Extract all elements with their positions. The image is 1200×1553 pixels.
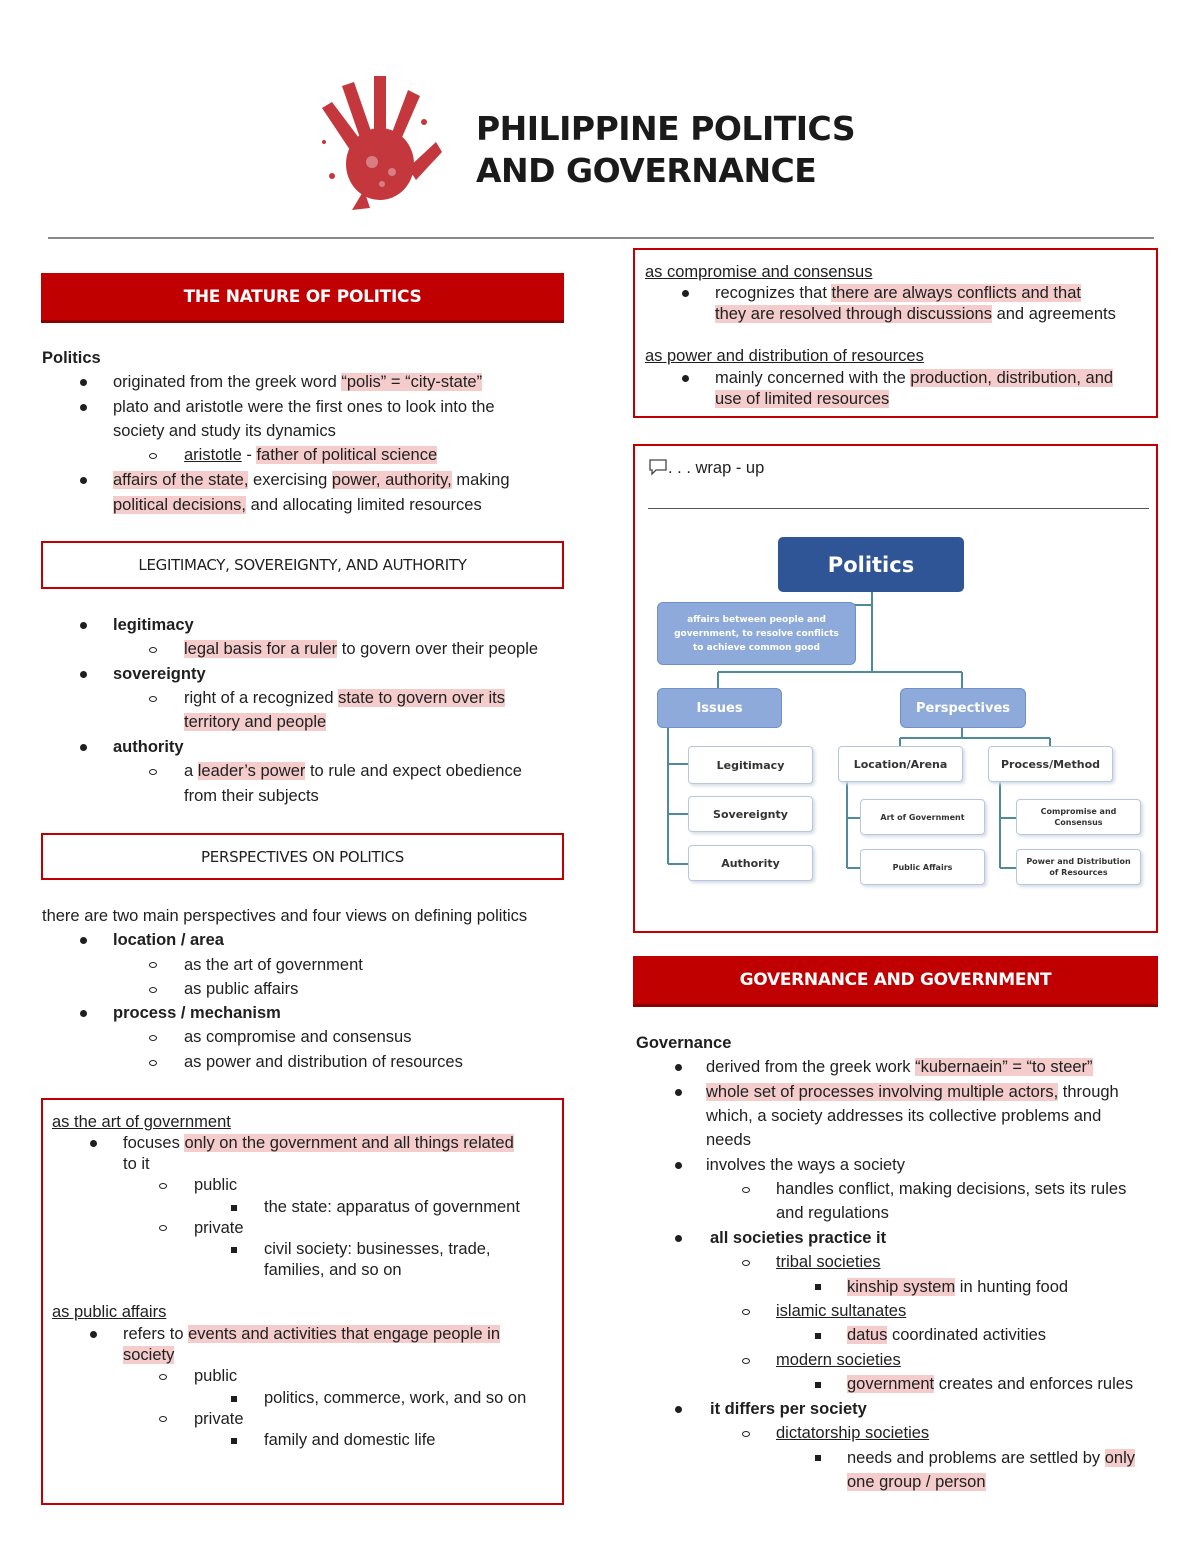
list-item-cont: use of limited resources [715, 390, 890, 408]
list-item-cont: they are resolved through discussions and agreements [715, 305, 1116, 323]
bullet-dot [80, 937, 87, 944]
list-item-cont: society and study its dynamics [113, 422, 336, 440]
bullet-ring [159, 1225, 167, 1231]
society-type: dictatorship societies [776, 1424, 930, 1442]
sub-sub-item: government creates and enforces rules [847, 1375, 1134, 1393]
bullet-dot [675, 1089, 682, 1096]
bullet-dot [675, 1064, 682, 1071]
header-divider [48, 237, 1154, 239]
section-heading: Politics [42, 349, 101, 367]
banner-perspectives: PERSPECTIVES ON POLITICS [41, 833, 564, 880]
bullet-ring [159, 1183, 167, 1189]
node-location-arena: Location/Arena [838, 746, 963, 782]
sub-item: legal basis for a ruler to govern over their people [184, 640, 539, 658]
bullet-dot [675, 1235, 682, 1242]
sub-item: as power and distribution of resources [184, 1053, 463, 1071]
bullet-square [815, 1333, 821, 1339]
node-authority: Authority [688, 845, 813, 881]
sub-sub-item-cont: families, and so on [264, 1261, 402, 1279]
list-item-cont: which, a society addresses its collective problems and [706, 1107, 1102, 1125]
bullet-ring [149, 1060, 157, 1066]
bullet-ring [149, 962, 157, 968]
bullet-dot [80, 404, 87, 411]
sub-item: handles conflict, making decisions, sets its rules [776, 1180, 1127, 1198]
bullet-dot [90, 1331, 97, 1338]
list-item: refers to events and activities that engage people in [123, 1325, 500, 1343]
list-item: recognizes that there are always conflicts and that [715, 284, 1081, 302]
list-item-cont: political decisions, and allocating limited resources [113, 496, 482, 514]
bullet-square [231, 1396, 237, 1402]
term-sovereignty: sovereignty [113, 665, 206, 683]
sub-sub-item: needs and problems are settled by only [847, 1449, 1136, 1467]
node-sovereignty: Sovereignty [688, 796, 813, 832]
sub-item: a leader’s power to rule and expect obedience [184, 762, 522, 780]
sub-item: right of a recognized state to govern over its [184, 689, 506, 707]
bullet-square [231, 1438, 237, 1444]
banner-legitimacy: LEGITIMACY, SOVEREIGNTY, AND AUTHORITY [41, 541, 564, 589]
bullet-ring [149, 987, 157, 993]
node-issues: Issues [657, 688, 782, 728]
perspective-location: location / area [113, 931, 224, 949]
node-power-distribution: Power and Distribution of Resources [1016, 849, 1141, 885]
red-hand-logo [312, 72, 442, 212]
bullet-ring [149, 769, 157, 775]
box-heading: as public affairs [52, 1303, 167, 1321]
sub-item-cont: from their subjects [184, 787, 319, 805]
bullet-ring [742, 1260, 750, 1266]
bullet-square [815, 1284, 821, 1290]
bullet-ring [149, 647, 157, 653]
list-item: mainly concerned with the production, distribution, and [715, 369, 1114, 387]
term-authority: authority [113, 738, 184, 756]
bullet-ring [159, 1416, 167, 1422]
sub-item: as the art of government [184, 956, 363, 974]
sub-sub-item: family and domestic life [264, 1431, 436, 1449]
node-politics: Politics [778, 537, 964, 592]
bullet-ring [149, 696, 157, 702]
bullet-dot [682, 375, 689, 382]
sub-item: as public affairs [184, 980, 299, 998]
page-title [476, 108, 855, 192]
list-item: focuses only on the government and all things related [123, 1134, 514, 1152]
section-heading: Governance [636, 1034, 732, 1052]
society-type: modern societies [776, 1351, 901, 1369]
sub-sub-item: the state: apparatus of government [264, 1198, 520, 1216]
bullet-square [231, 1205, 237, 1211]
sub-item: private [194, 1219, 244, 1237]
perspective-process: process / mechanism [113, 1004, 281, 1022]
sub-item: as compromise and consensus [184, 1028, 412, 1046]
bullet-dot [80, 671, 87, 678]
list-item: involves the ways a society [706, 1156, 906, 1174]
list-item: derived from the greek work “kubernaein” = “to steer” [706, 1058, 1093, 1076]
bullet-square [815, 1382, 821, 1388]
node-art-of-government: Art of Government [860, 799, 985, 835]
bullet-ring [149, 1035, 157, 1041]
list-item: affairs of the state, exercising power, authority, making [113, 471, 510, 489]
list-item: all societies practice it [710, 1229, 887, 1247]
sub-item-cont: and regulations [776, 1204, 889, 1222]
bullet-dot [80, 744, 87, 751]
list-item: whole set of processes involving multiple actors, through [706, 1083, 1119, 1101]
bullet-ring [742, 1431, 750, 1437]
bullet-dot [80, 477, 87, 484]
sub-sub-item: civil society: businesses, trade, [264, 1240, 491, 1258]
bullet-ring [149, 453, 157, 459]
list-item: originated from the greek word “polis” = “city-state” [113, 373, 483, 391]
wrap-up-divider [648, 508, 1149, 509]
bullet-dot [80, 379, 87, 386]
sub-item: aristotle - father of political science [184, 446, 438, 464]
list-item: plato and aristotle were the first ones to look into the [113, 398, 495, 416]
wrap-up-label: . . . wrap - up [668, 459, 765, 477]
node-compromise-consensus: Compromise and Consensus [1016, 799, 1141, 835]
node-legitimacy: Legitimacy [688, 746, 813, 784]
bullet-ring [742, 1187, 750, 1193]
box-heading: as power and distribution of resources [645, 347, 924, 365]
bullet-dot [682, 290, 689, 297]
title-line-2: AND GOVERNANCE [476, 151, 817, 190]
bullet-dot [675, 1162, 682, 1169]
sub-item: private [194, 1410, 244, 1428]
sub-sub-item: politics, commerce, work, and so on [264, 1389, 527, 1407]
bullet-dot [90, 1140, 97, 1147]
banner-nature-of-politics [41, 273, 564, 323]
bullet-square [815, 1455, 821, 1461]
sub-item: public [194, 1367, 238, 1385]
bullet-dot [80, 1010, 87, 1017]
node-definition: affairs between people and government, to resolve conflicts to achieve common good [657, 602, 856, 665]
bullet-ring [742, 1358, 750, 1364]
list-item: it differs per society [710, 1400, 867, 1418]
sub-item: public [194, 1176, 238, 1194]
bullet-dot [675, 1406, 682, 1413]
society-type: islamic sultanates [776, 1302, 907, 1320]
box-heading: as the art of government [52, 1113, 231, 1131]
sub-sub-item: datus coordinated activities [847, 1326, 1047, 1344]
node-public-affairs: Public Affairs [860, 849, 985, 885]
banner-label: THE NATURE OF POLITICS [183, 286, 422, 307]
sub-sub-item: kinship system in hunting food [847, 1278, 1069, 1296]
bullet-ring [159, 1374, 167, 1380]
sub-item-cont: territory and people [184, 713, 327, 731]
intro-text: there are two main perspectives and four views on defining politics [42, 907, 528, 925]
society-type: tribal societies [776, 1253, 881, 1271]
banner-governance: GOVERNANCE AND GOVERNMENT [633, 956, 1158, 1007]
box-heading: as compromise and consensus [645, 263, 873, 281]
term-legitimacy: legitimacy [113, 616, 194, 634]
title-line-1: PHILIPPINE POLITICS [476, 109, 856, 148]
list-item-cont: society [123, 1346, 175, 1364]
list-item-cont: needs [706, 1131, 751, 1149]
bullet-square [231, 1247, 237, 1253]
bullet-dot [80, 622, 87, 629]
sub-sub-item-cont: one group / person [847, 1473, 986, 1491]
list-item-cont: to it [123, 1155, 150, 1173]
speech-bubble-icon [648, 458, 668, 476]
bullet-ring [742, 1309, 750, 1315]
node-process-method: Process/Method [988, 746, 1113, 782]
node-perspectives: Perspectives [900, 688, 1026, 728]
